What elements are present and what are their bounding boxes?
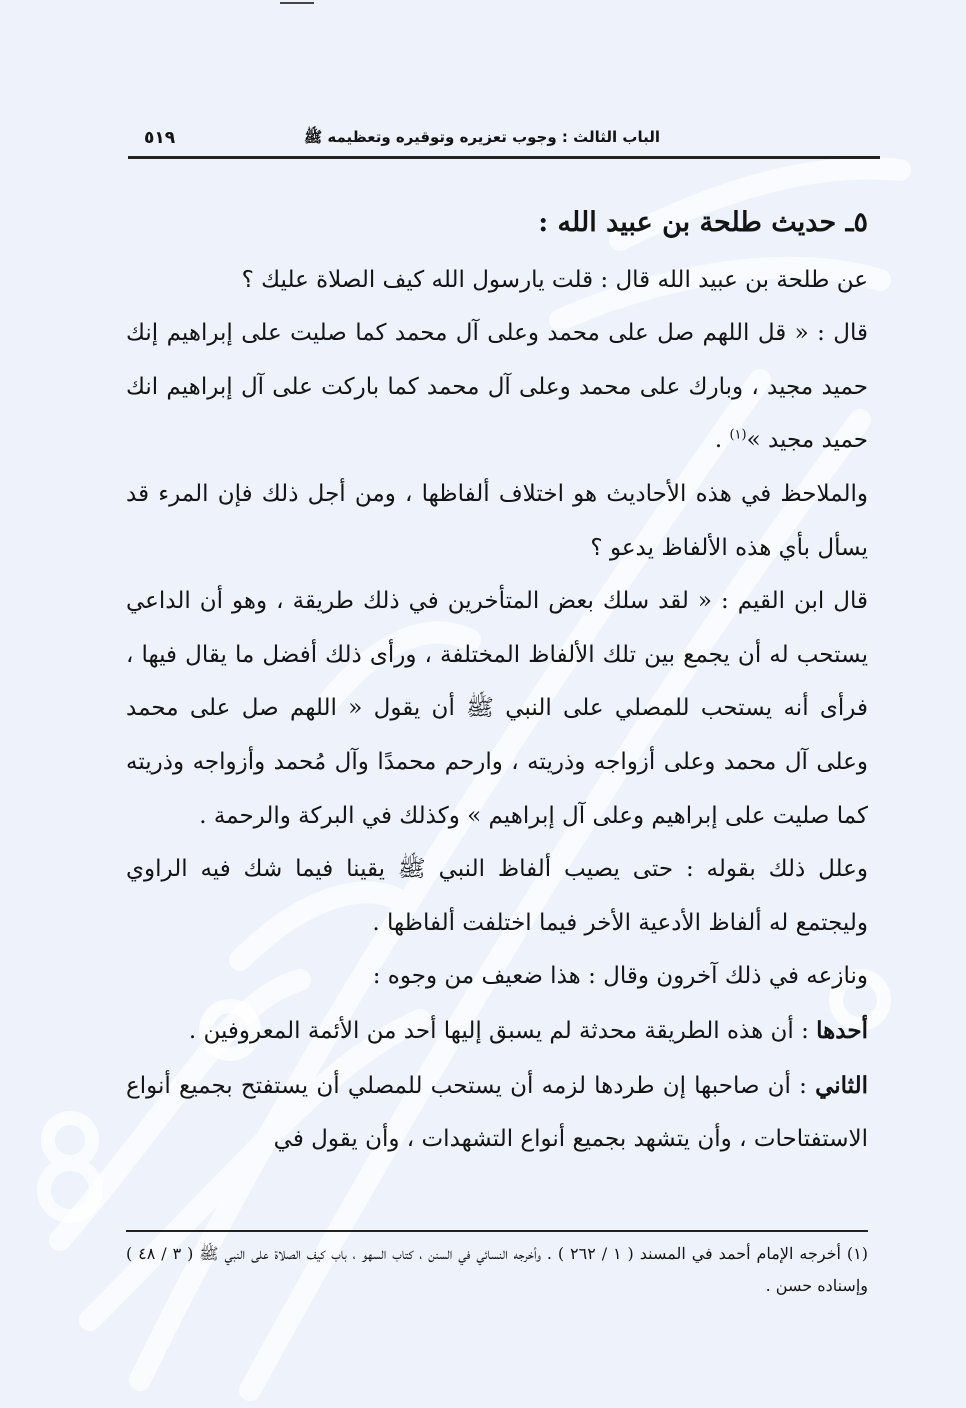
point-item [126,1059,868,1167]
paragraph: عن طلحة بن عبيد الله قال : قلت يارسول الله كيف الصلاة عليك ؟ [241,266,868,293]
section-title: ٥ـ حديث طلحة بن عبيد الله : [538,207,868,238]
main-text [126,196,868,1167]
footnotes [126,1230,868,1302]
footnote: (١) أخرجه الإمام أحمد في المسند ( ١ / ٢٦٢ ) . وأخرجه النسائي في السنن ، كتاب السهو ، باب كيف الصلاة على النبي ﷺ ( ٣ / ٤٨ ) وإسناده حسن . [126,1244,869,1295]
paragraph [126,307,868,468]
hadith-text: قال : « قل اللهم صل على محمد وعلى آل محمد كما صليت على إبراهيم إنك حميد مجيد ، وبارك على محمد وعلى آل محمد كما باركت على آل إبراهيم انك حميد مجيد » [126,320,868,454]
paragraph: ونازعه في ذلك آخرون وقال : هذا ضعيف من وجوه : [372,963,868,990]
point-text: : أن هذه الطريقة محدثة لم يسبق إليها أحد من الأئمة المعروفين . [188,1017,817,1044]
point-text: : أن صاحبها إن طردها لزمه أن يستحب للمصلي أن يستفتح بجميع أنواع الاستفتاحات ، وأن يتشهد بجميع أنواع التشهدات ، وأن يقول في [126,1072,868,1153]
scan-mark [280,2,314,4]
paragraph: والملاحظ في هذه الأحاديث هو اختلاف ألفاظها ، ومن أجل ذلك فإن المرء قد يسأل بأي هذه الألفاظ يدعو ؟ [126,480,868,561]
footnote-reference: (١) [729,427,747,443]
point-item [126,1004,868,1059]
paragraph: قال ابن القيم : « لقد سلك بعض المتأخرين في ذلك طريقة ، وهو أن الداعي يستحب له أن يجمع بين تلك الألفاظ المختلفة ، ورأى ذلك أفضل ما يقال فيها ، فرأى أنه يستحب للمصلي على النبي ﷺ أن يقول « اللهم صل على محمد وعلى آل محمد وعلى أزواجه وذريته ، وارحم محمدًا وآل مُحمد وأزواجه وذريته كما صليت على إبراهيم وعلى آل إبراهيم » وكذلك في البركة والرحمة . [126,588,868,829]
point-label: أحدها [816,1016,868,1044]
running-header [128,118,880,159]
end-punctuation: . [714,427,730,454]
point-label: الثاني [815,1071,868,1099]
paragraph: وعلل ذلك بقوله : حتى يصيب ألفاظ النبي ﷺ يقينا فيما شك فيه الراوي وليجتمع له ألفاظ الأدعية الأخر فيما اختلفت ألفاظها . [126,856,868,936]
chapter-title: الباب الثالث : وجوب تعزيره وتوقيره وتعظيمه ﷺ [304,128,660,146]
page-number: ٥١٩ [144,128,176,148]
